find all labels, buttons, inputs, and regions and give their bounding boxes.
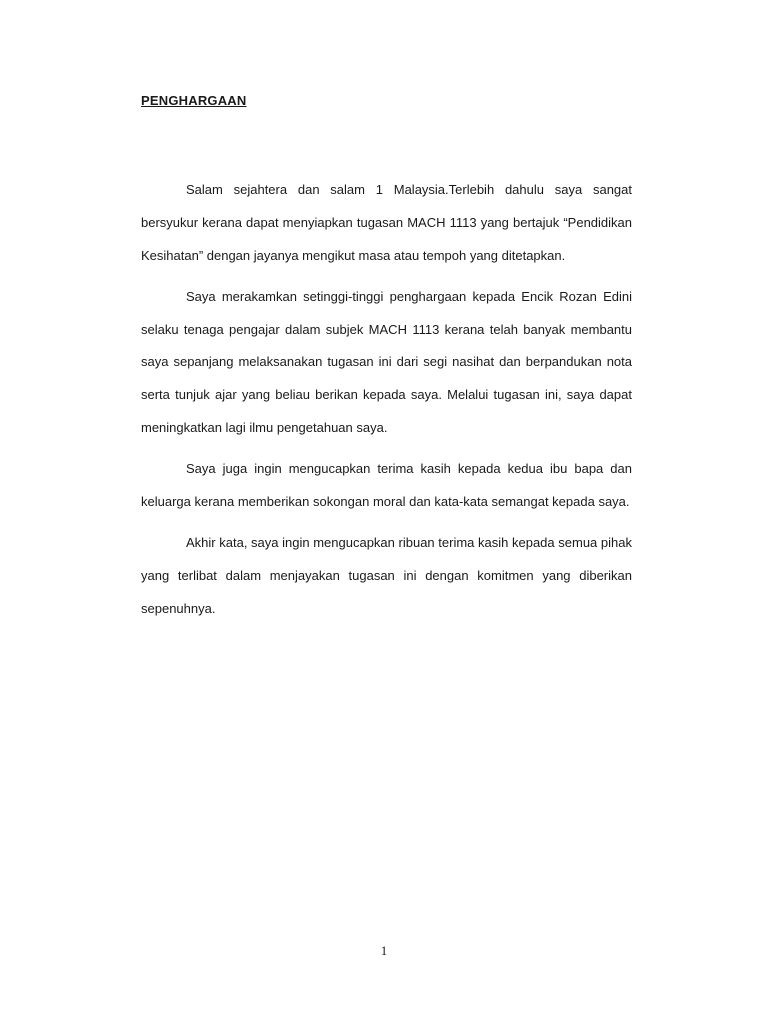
page-number: 1 <box>380 943 388 958</box>
paragraph-3: Saya juga ingin mengucapkan terima kasih kepada kedua ibu bapa dan keluarga kerana memberikan sokongan moral dan kata-kata semangat kepada saya. <box>141 461 632 510</box>
paragraph-2: Saya merakamkan setinggi-tinggi penghargaan kepada Encik Rozan Edini selaku tenaga pengajar dalam subjek MACH 1113 kerana telah banyak membantu saya sepanjang melaksanakan tugasan ini dari segi nasihat dan berpandukan nota serta tunjuk ajar yang beliau berikan kepada saya. Melalui tugasan ini, saya dapat meningkatkan lagi ilmu pengetahuan saya. <box>141 288 632 436</box>
paragraph-1: Salam sejahtera dan salam 1 Malaysia.Terlebih dahulu saya sangat bersyukur kerana dapat menyiapkan tugasan MACH 1113 yang bertajuk “Pendidikan Kesihatan” dengan jayanya mengikut masa atau tempoh yang ditetapkan. <box>141 182 632 263</box>
page-title: PENGHARGAAN <box>141 93 247 108</box>
acknowledgement-body <box>141 174 632 626</box>
paragraph-4: Akhir kata, saya ingin mengucapkan ribuan terima kasih kepada semua pihak yang terlibat dalam menjayakan tugasan ini dengan komitmen yang diberikan sepenuhnya. <box>141 535 632 617</box>
